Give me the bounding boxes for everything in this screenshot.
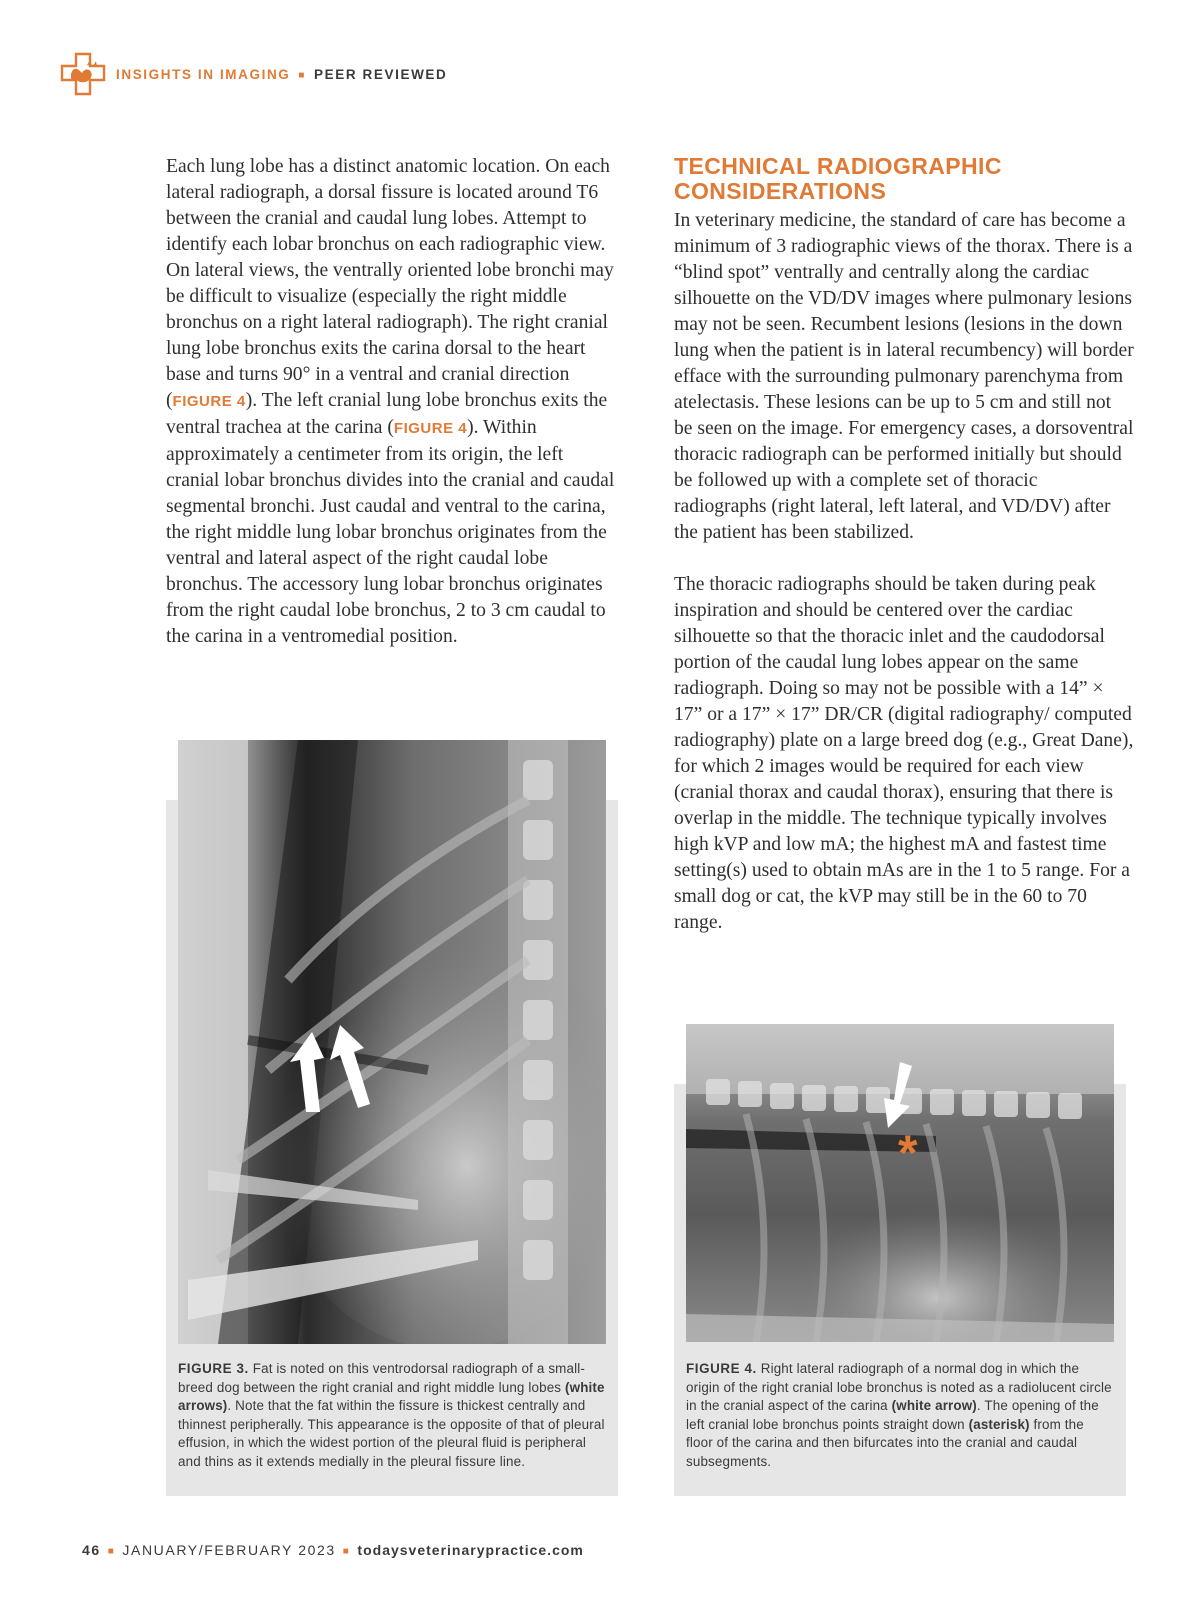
header-text	[116, 67, 447, 82]
section-heading: TECHNICAL RADIOGRAPHIC CONSIDERATIONS	[674, 153, 1002, 204]
figure-4-caption	[686, 1360, 1114, 1472]
footer-bullet-icon: ■	[342, 1546, 351, 1557]
footer-bullet-icon: ■	[107, 1546, 116, 1557]
issue-date: JANUARY/FEBRUARY 2023	[122, 1542, 336, 1558]
cross-pet-logo-icon	[60, 52, 106, 96]
figure-3-caption-text-2: . Note that the fat within the fissure is thickest centrally and thinnest peripherally. This appearance is the opposite of that of pleural effusion, in which the widest portion of the pleural fluid is peripheral and thins as it extends medially in the pleural fissure line.	[178, 1398, 605, 1469]
header-section: INSIGHTS IN IMAGING	[116, 66, 291, 82]
figure-4-caption-bold: (white arrow)	[891, 1398, 977, 1414]
running-header	[60, 52, 447, 96]
figure-4-caption-bold-2: (asterisk)	[968, 1416, 1030, 1432]
page-footer	[82, 1542, 584, 1558]
figure-3-radiograph	[178, 740, 606, 1344]
left-text-column	[166, 154, 618, 650]
left-text-part-2: ). The left cranial lung lobe bronchus exits the ventral trachea at the carina (	[166, 390, 608, 438]
figure-4-caption-text-3: from the floor of the carina and then bifurcates into the cranial and caudal subsegments.	[686, 1416, 1084, 1469]
left-paragraph	[166, 154, 618, 650]
header-label: PEER REVIEWED	[314, 66, 448, 82]
figure-3-label: FIGURE 3.	[178, 1361, 249, 1376]
figure-4-radiograph	[686, 1024, 1114, 1342]
header-bullet-icon: ■	[298, 69, 307, 81]
figure-4-label: FIGURE 4.	[686, 1361, 757, 1376]
figure-4-caption-text: Right lateral radiograph of a normal dog in which the origin of the right cranial lobe bronchus is noted as a radiolucent circle in the cranial aspect of the carina	[686, 1361, 1112, 1414]
figure-3-caption-text: Fat is noted on this ventrodorsal radiograph of a small-breed dog between the right cranial and right middle lung lobes	[178, 1361, 585, 1395]
left-text-part-3: ). Within approximately a centimeter from its origin, the left cranial lobar bronchus divides into the cranial and caudal segmental bronchi. Just caudal and ventral to the carina, the right middle lung lobar bronchus originates from the ventral and lateral aspect of the right caudal lobe bronchus. The accessory lung lobar bronchus originates from the right caudal lobe bronchus, 2 to 3 cm caudal to the carina in a ventromedial position.	[166, 417, 615, 647]
asterisk-icon: *	[898, 1125, 918, 1181]
website-link[interactable]: todaysveterinarypractice.com	[357, 1542, 584, 1558]
figure-3-caption-bold: (white arrows)	[178, 1379, 605, 1414]
right-paragraph-2: The thoracic radiographs should be taken during peak inspiration and should be centered over the cardiac silhouette so that the thoracic inlet and the caudodorsal portion of the caudal lung lobes appear on the same radiograph. Doing so may not be possible with a 14” × 17” or a 17” × 17” DR/CR (digital radiography/ computed radiography) plate on a large breed dog (e.g., Great Dane), for which 2 images would be required for each view (cranial thorax and caudal thorax), ensuring that there is overlap in the middle. The technique typically involves high kVP and low mA; the highest mA and fastest time setting(s) used to obtain mAs are in the 1 to 5 range. For a small dog or cat, the kVP may still be in the 60 to 70 range.	[674, 574, 1134, 933]
left-text-part-1: Each lung lobe has a distinct anatomic location. On each lateral radiograph, a dorsal fissure is located around T6 between the cranial and caudal lung lobes. Attempt to identify each lobar bronchus on each radiographic view. On lateral views, the ventrally oriented lobe bronchi may be difficult to visualize (especially the right middle bronchus on a right lateral radiograph). The right cranial lung lobe bronchus exits the carina dorsal to the heart base and turns 90° in a ventral and cranial direction (	[166, 156, 614, 411]
figure-4-reference[interactable]: FIGURE 4	[393, 420, 468, 437]
figure-4-caption-text-2: . The opening of the left cranial lobe bronchus points straight down	[686, 1398, 1099, 1432]
figure-4-reference[interactable]: FIGURE 4	[172, 393, 246, 410]
page-number: 46	[82, 1542, 101, 1558]
right-paragraph-1: In veterinary medicine, the standard of care has become a minimum of 3 radiographic views of the thorax. There is a “blind spot” ventrally and centrally along the cardiac silhouette on the VD/DV images where pulmonary lesions may not be seen. Recumbent lesions (lesions in the down lung when the patient is in lateral recumbency) will border efface with the surrounding pulmonary parenchyma from atelectasis. These lesions can be up to 5 cm and still not be seen on the image. For emergency cases, a dorsoventral thoracic radiograph can be performed initially but should be followed up with a complete set of thoracic radiographs (right lateral, left lateral, and VD/DV) after the patient has been stabilized.	[674, 210, 1134, 543]
figure-3-caption	[178, 1360, 606, 1472]
right-text-column	[674, 154, 1134, 936]
